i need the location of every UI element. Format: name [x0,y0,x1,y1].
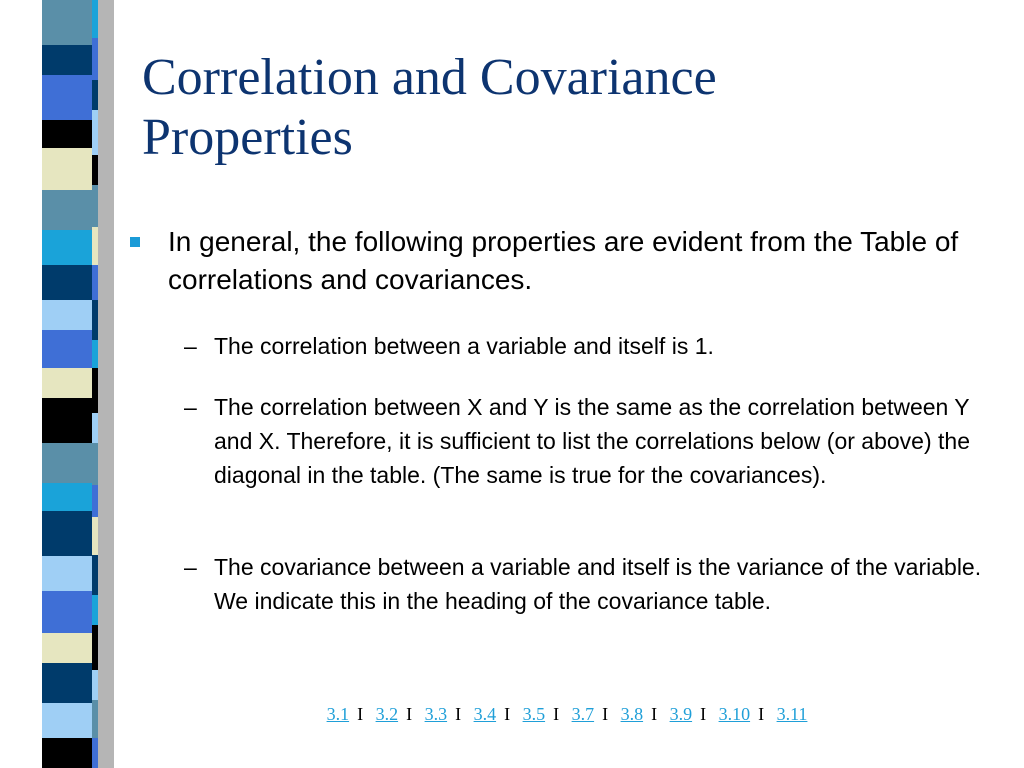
stripe-segment [42,511,92,556]
main-bullet-text: In general, the following properties are evident from the Table of correlations and covariances. [168,226,959,295]
dash-marker: – [184,554,197,580]
sub-bullet [184,329,984,363]
stripe-segment [92,38,98,80]
nav-separator: I [504,704,511,724]
nav-link-3-8[interactable]: 3.8 [620,704,644,724]
stripe-segment [92,555,98,595]
dash-marker: – [184,394,197,420]
stripe-segment [92,340,98,368]
stripe-segment [42,556,92,591]
stripe-segment [42,75,92,120]
nav-separator: I [357,704,364,724]
dash-marker: – [184,333,197,359]
nav-link-3-1[interactable]: 3.1 [326,704,350,724]
stripe-segment [42,265,92,300]
stripe-segment [92,80,98,110]
sub-bullet-text: The covariance between a variable and itself is the variance of the variable. We indicate this in the heading of the covariance table. [214,554,982,614]
stripe-segment [42,591,92,633]
stripe-segment [42,45,92,75]
nav-link-3-7[interactable]: 3.7 [571,704,595,724]
stripe-segment [92,625,98,670]
nav-link-3-10[interactable]: 3.10 [718,704,751,724]
stripe-segment [92,443,98,485]
stripe-segment [92,517,98,555]
stripe-segment [42,398,92,443]
sub-bullet [184,390,984,492]
main-bullet [168,223,968,299]
stripe-segment [92,185,98,227]
nav-separator: I [700,704,707,724]
stripe-segment [42,330,92,368]
stripe-segment [42,300,92,330]
stripe-segment [92,265,98,300]
slide-title [142,48,1002,168]
stripe-segment [92,368,98,413]
stripe-segment [92,485,98,517]
footer-navigation [0,704,1024,725]
stripe-segment [92,595,98,625]
nav-separator: I [602,704,609,724]
stripe-segment [42,738,92,768]
stripe-segment [42,443,92,483]
stripe-segment [42,483,92,511]
nav-link-3-9[interactable]: 3.9 [669,704,693,724]
nav-link-3-3[interactable]: 3.3 [424,704,448,724]
nav-separator: I [553,704,560,724]
stripe-segment [92,300,98,340]
nav-link-3-11[interactable]: 3.11 [776,704,808,724]
stripe-segment [92,110,98,155]
nav-separator: I [758,704,765,724]
stripe-segment [42,0,92,45]
stripe-segment [42,190,92,230]
stripe-segment [92,0,98,38]
nav-separator: I [651,704,658,724]
decorative-stripe [0,0,120,768]
nav-link-3-2[interactable]: 3.2 [375,704,399,724]
stripe-segment [42,230,92,265]
stripe-segment [42,368,92,398]
stripe-segment [92,738,98,768]
stripe-segment [42,120,92,148]
title-line-2: Properties [142,109,353,166]
sub-bullet-text: The correlation between X and Y is the same as the correlation between Y and X. Therefore, it is sufficient to list the correlations below (or above) the diagonal in the table. (The same is true for the covariances). [214,394,970,488]
stripe-segment [92,155,98,185]
nav-separator: I [406,704,413,724]
title-line-1: Correlation and Covariance [142,49,717,106]
square-bullet-icon [130,237,140,247]
stripe-segment [92,670,98,700]
stripe-segment [92,413,98,443]
nav-link-3-4[interactable]: 3.4 [473,704,497,724]
nav-separator: I [455,704,462,724]
stripe-segment [92,227,98,265]
stripe-segment [42,633,92,663]
nav-link-3-5[interactable]: 3.5 [522,704,546,724]
stripe-segment [42,663,92,703]
sub-bullet [184,550,984,618]
stripe-segment [42,148,92,190]
sub-bullet-text: The correlation between a variable and itself is 1. [214,333,714,359]
